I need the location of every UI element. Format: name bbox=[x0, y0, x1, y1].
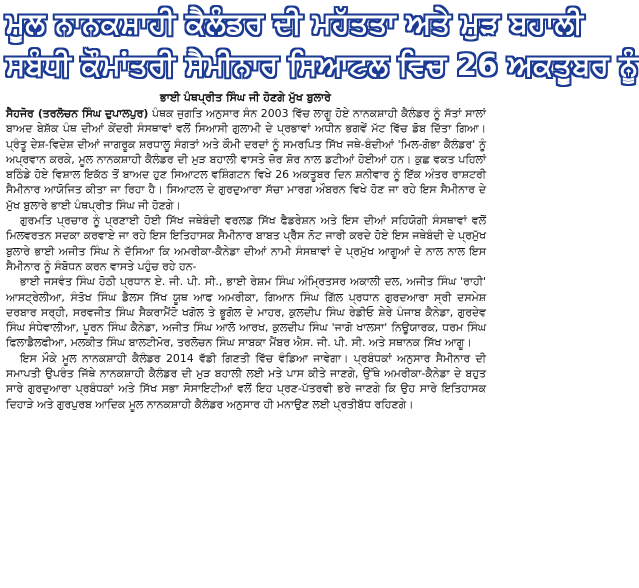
headline-line-2: ਸਬੰਧੀ ਕੌਮਾਂਤਰੀ ਸੈਮੀਨਾਰ ਸਿਆਟਲ ਵਿਚ 26 ਅਕਤੂਬਰ ਨੂੰ bbox=[6, 48, 639, 82]
article-paragraph-1 bbox=[6, 106, 486, 213]
article-paragraph-3: ਭਾਈ ਜਸਵੰਤ ਸਿੰਘ ਹੋਠੀ ਪ੍ਰਧਾਨ ਏ. ਜੀ. ਪੀ. ਸੀ., ਭਾਈ ਰੇਸ਼ਮ ਸਿੰਘ ਅੰਮ੍ਰਿਤਸਰ ਅਕਾਲੀ ਦਲ, ਅਜੀਤ ਸਿੰਘ 'ਰਾਹੀ' ਆਸਟ੍ਰੇਲੀਆ, ਸੰਤੋਖ ਸਿੰਘ ਡੈਲਸ ਸਿੱਖ ਯੂਥ ਆਫ ਅਮਰੀਕਾ, ਗਿਆਨ ਸਿੰਘ ਗਿੱਲ ਪ੍ਰਧਾਨ ਗੁਰਦਆਰਾ ਸ੍ਰੀ ਦਸਮੇਸ਼ ਦਰਬਾਰ ਸਰ੍ਹੀ, ਸਰਵਜੀਤ ਸਿੰਘ ਸੈਕਰਾਮੈਂਟੋ ਖਗੋਲ ਤੇ ਭੂਗੋਲ ਦੇ ਮਾਹਰ, ਕੁਲਦੀਪ ਸਿੰਘ ਰੇਡੀਓ ਸ਼ੇਰੇ ਪੰਜਾਬ ਕੈਨੇਡਾ, ਗੁਰਦੇਵ ਸਿੰਘ ਸੰਧੇਵਾਲੀਆ, ਪੂਰਨ ਸਿੰਘ ਕੈਨੇਡਾ, ਅਜੀਤ ਸਿੰਘ ਆਲੋ ਆਰਖ, ਕੁਲਦੀਪ ਸਿੰਘ 'ਜਾਗੋ ਖਾਲਸਾ' ਨਿਊਯਾਰਕ, ਧਰਮ ਸਿੰਘ ਫਿਲਾਡੈਲਫੀਆ, ਮਲਕੀਤ ਸਿੰਘ ਬਾਲਟੀਮੋਰ, ਤਰਲੋਚਨ ਸਿੰਘ ਸਾਬਕਾ ਮੈਂਬਰ ਐਸ. ਜੀ. ਪੀ. ਸੀ. ਅਤੇ ਸਥਾਨਕ ਸਿੱਖ ਆਗੂ। bbox=[6, 275, 486, 350]
article-paragraph-2: ਗੁਰਮਤਿ ਪ੍ਰਚਾਰ ਨੂੰ ਪ੍ਰਣਾਈ ਹੋਈ ਸਿੱਖ ਜਥੇਬੰਦੀ ਵਰਲਡ ਸਿੱਖ ਫੈਡਰੇਸ਼ਨ ਅਤੇ ਇਸ ਦੀਆਂ ਸਹਿਯੋਗੀ ਸੰਸਥਾਵਾਂ ਵਲੋਂ ਮਿਲਵਰਤਨ ਸਦਕਾ ਕਰਵਾਏ ਜਾ ਰਹੇ ਇਸ ਇਤਿਹਾਸਕ ਸੈਮੀਨਾਰ ਬਾਬਤ ਪ੍ਰੈੱਸ ਨੋਟ ਜਾਰੀ ਕਰਦੇ ਹੋਏ ਇਸ ਜਥੇਬੰਦੀ ਦੇ ਪ੍ਰਮੁੱਖ ਬੁਲਾਰੇ ਭਾਈ ਅਜੀਤ ਸਿੰਘ ਨੇ ਦੱਸਿਆ ਕਿ ਅਮਰੀਕਾ-ਕੈਨੇਡਾ ਦੀਆਂ ਨਾਮੀ ਸੰਸਥਾਵਾਂ ਦੇ ਪ੍ਰਮੁੱਖ ਆਗੂਆਂ ਦੇ ਨਾਲ ਨਾਲ ਇਸ ਸੈਮੀਨਾਰ ਨੂੰ ਸੰਬੋਧਨ ਕਰਨ ਵਾਸਤੇ ਪਹੁੰਚ ਰਹੇ ਹਨ- bbox=[6, 214, 486, 273]
dateline: ਸੈਹਜੋਰ (ਤਰਲੋਚਨ ਸਿੰਘ ਦੁਪਾਲਪੁਰ) bbox=[6, 107, 149, 120]
paragraph-1-text: ਪੰਥਕ ਜੁਗਤਿ ਅਨੁਸਾਰ ਸੰਨ 2003 ਵਿੱਚ ਲਾਗੂ ਹੋਏ ਨਾਨਕਸ਼ਾਹੀ ਕੈਲੰਡਰ ਨੂੰ ਸੱਤਾਂ ਸਾਲਾਂ ਬਾਅਦ ਬੇਸ਼ੱਕ ਪੰਥ ਦੀਆਂ ਕੇਂਦਰੀ ਸੰਸਥਾਵਾਂ ਵਲੋਂ ਸਿਆਸੀ ਗੁਲਾਮੀ ਦੇ ਪ੍ਰਭਾਵਾਂ ਅਧੀਨ ਭਗਵੇਂ ਮੱਟ ਵਿੱਚ ਡੋਬ ਦਿੱਤਾ ਗਿਆ। ਪ੍ਰੰਤੂ ਦੇਸ਼-ਵਿਦੇਸ਼ ਦੀਆਂ ਜਾਗਰੂਕ ਸ਼ਰਧਾਲੂ ਸੰਗਤਾਂ ਅਤੇ ਕੌਮੀ ਦਰਦਾਂ ਨੂੰ ਸਮਰਪਿਤ ਸਿੱਖ ਜਥੇ-ਬੰਦੀਆਂ 'ਮਿਲ-ਗੋਭਾ ਕੈਲੰਡਰ' ਨੂੰ ਅਪ੍ਰਵਾਨ ਕਰਕੇ, ਮੂਲ ਨਾਨਕਸ਼ਾਹੀ ਕੈਲੰਡਰ ਦੀ ਮੁੜ ਬਹਾਲੀ ਵਾਸਤੇ ਜ਼ੋਰ ਸ਼ੋਰ ਨਾਲ ਡਟੀਆਂ ਹੋਈਆਂ ਹਨ। ਕੁਛ ਵਕਤ ਪਹਿਲਾਂ ਬਠਿੰਡੇ ਹੋਏ ਵਿਸ਼ਾਲ ਇਕੱਠ ਤੋਂ ਬਾਅਦ ਹੁਣ ਸਿਆਟਲ ਵਸ਼ਿੰਗਟਨ ਵਿਖੇ 26 ਅਕਤੂਬਰ ਦਿਨ ਸ਼ਨੀਵਾਰ ਨੂੰ ਇੱਕ ਅੰਤਰ ਰਾਸ਼ਟਰੀ ਸੈਮੀਨਾਰ ਆਯੋਜਿਤ ਕੀਤਾ ਜਾ ਰਿਹਾ ਹੈ। ਸਿਆਟਲ ਦੇ ਗੁਰਦੁਆਰਾ ਸੱਚਾ ਮਾਰਗ ਔਬਰਨ ਵਿਖੇ ਹੋਣ ਜਾ ਰਹੇ ਇਸ ਸੈਮੀਨਾਰ ਦੇ ਮੁੱਖ ਬੁਲਾਰੇ ਭਾਈ ਪੰਥਪ੍ਰੀਤ ਸਿੰਘ ਜੀ ਹੋਣਗੇ। bbox=[6, 107, 487, 212]
headline-line-1: ਮੂਲ ਨਾਨਕਸ਼ਾਹੀ ਕੈਲੰਡਰ ਦੀ ਮਹੱਤਤਾ ਅਤੇ ਮੁੜ ਬਹਾਲੀ bbox=[6, 6, 584, 40]
headline bbox=[6, 2, 639, 86]
subheadline: ਭਾਈ ਪੰਥਪ੍ਰੀਤ ਸਿੰਘ ਜੀ ਹੋਣਗੇ ਮੁੱਖ ਬੁਲਾਰੇ bbox=[159, 91, 331, 104]
article-body bbox=[6, 106, 486, 412]
article-paragraph-4: ਇਸ ਮੌਕੇ ਮੂਲ ਨਾਨਕਸ਼ਾਹੀ ਕੈਲੰਡਰ 2014 ਵੱਡੀ ਗਿਣਤੀ ਵਿੱਚ ਵੰਡਿਆ ਜਾਵੇਗਾ। ਪ੍ਰਬੰਧਕਾਂ ਅਨੁਸਾਰ ਸੈਮੀਨਾਰ ਦੀ ਸਮਾਪਤੀ ਉਪਰੰਤ ਜਿੱਥੇ ਨਾਨਕਸ਼ਾਹੀ ਕੈਲੰਡਰ ਦੀ ਮੁੜ ਬਹਾਲੀ ਲਈ ਮਤੇ ਪਾਸ ਕੀਤੇ ਜਾਣਗੇ, ਉੱਥੇ ਅਮਰੀਕਾ-ਕੈਨੇਡਾ ਦੇ ਬਹੁਤ ਸਾਰੇ ਗੁਰਦੁਆਰਾ ਪ੍ਰਬੰਧਕਾਂ ਅਤੇ ਸਿੱਖ ਸਭਾ ਸੋਸਾਇਟੀਆਂ ਵਲੋਂ ਇਹ ਪ੍ਰਣ-ਪੱਤਰਵੀ ਭਰੇ ਜਾਣਗੇ ਕਿ ਉਹ ਸਾਰੇ ਇਤਿਹਾਸਕ ਦਿਹਾੜੇ ਅਤੇ ਗੁਰਪੁਰਬ ਆਦਿਕ ਮੂਲ ਨਾਨਕਸ਼ਾਹੀ ਕੈਲੰਡਰ ਅਨੁਸਾਰ ਹੀ ਮਨਾਉਣ ਲਈ ਪ੍ਰਤੀਬੱਧ ਰਹਿਣਗੇ। bbox=[6, 351, 486, 411]
